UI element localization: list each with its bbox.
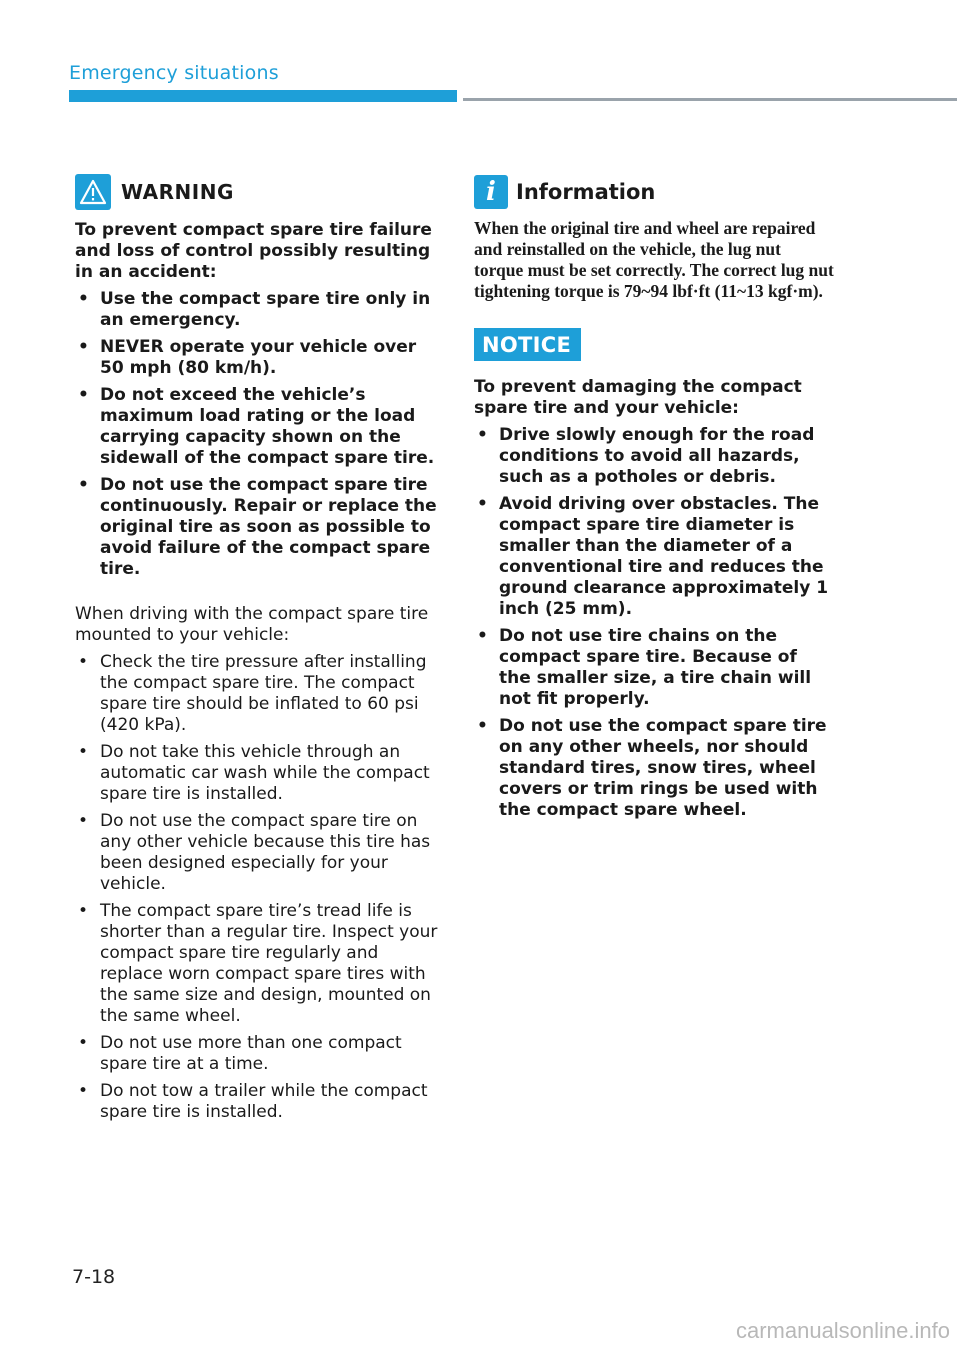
list-item: • Do not use the compact spare tire continuously. Repair or replace the original tire as soon as possible to avoid failure of the compact spare tire. xyxy=(78,475,437,579)
list-item: • Do not use the compact spare tire on any other wheels, nor should standard tires, snow tires, wheel covers or trim rings be used with the compact spare wheel. xyxy=(477,716,827,820)
warning-list xyxy=(75,289,440,580)
list-item: • The compact spare tire’s tread life is shorter than a regular tire. Inspect your compact spare tire regularly and replace worn compact spare tires with the same size and design, mounted on the same wheel. xyxy=(78,901,438,1026)
information-label: Information xyxy=(516,180,656,204)
section-title: Emergency situations xyxy=(69,62,279,84)
list-item: • Check the tire pressure after installing the compact spare tire. The compact spare tire should be inflated to 60 psi (420 kPa). xyxy=(78,652,427,735)
notice-badge: NOTICE xyxy=(474,328,581,361)
list-item: • Do not exceed the vehicle’s maximum load rating or the load carrying capacity shown on the sidewall of the compact spare tire. xyxy=(78,385,435,468)
information-heading xyxy=(474,172,834,212)
notice-intro: To prevent damaging the compact spare tire and your vehicle: xyxy=(474,377,802,418)
list-item: • Avoid driving over obstacles. The compact spare tire diameter is smaller than the diameter of a conventional tire and reduces the ground clearance approximately 1 inch (25 mm). xyxy=(477,494,829,619)
list-item: • Do not tow a trailer while the compact spare tire is installed. xyxy=(78,1081,428,1122)
warning-intro: To prevent compact spare tire failure and loss of control possibly resulting in an accident: xyxy=(75,220,432,282)
list-item: • Do not take this vehicle through an automatic car wash while the compact spare tire is installed. xyxy=(78,742,430,804)
header-rule-blue xyxy=(69,90,457,102)
left-column xyxy=(75,172,440,1129)
driving-section xyxy=(75,604,440,1123)
warning-heading xyxy=(75,172,440,212)
list-item: • Do not use tire chains on the compact spare tire. Because of the smaller size, a tire chain will not fit properly. xyxy=(477,626,812,709)
right-column xyxy=(474,172,834,827)
warning-triangle-icon xyxy=(75,174,111,210)
list-item: • Drive slowly enough for the road conditions to avoid all hazards, such as a potholes or debris. xyxy=(477,425,815,487)
list-item: • Do not use the compact spare tire on any other vehicle because this tire has been designed especially for your vehicle. xyxy=(78,811,431,894)
information-text: When the original tire and wheel are repaired and reinstalled on the vehicle, the lug nut torque must be set correctly. The correct lug nut tightening torque is 79~94 lbf·ft (11~13 kgf·m). xyxy=(474,218,834,301)
page-number: 7-18 xyxy=(72,1266,116,1288)
driving-intro: When driving with the compact spare tire mounted to your vehicle: xyxy=(75,604,429,645)
notice-list xyxy=(474,425,834,821)
header-rule-gray xyxy=(463,98,957,101)
list-item: • NEVER operate your vehicle over 50 mph (80 km/h). xyxy=(78,337,417,378)
warning-label: WARNING xyxy=(121,180,234,204)
list-item: • Use the compact spare tire only in an emergency. xyxy=(78,289,431,330)
watermark-text: carmanualsonline.info xyxy=(735,1318,950,1343)
info-icon: i xyxy=(474,175,508,209)
list-item: • Do not use more than one compact spare tire at a time. xyxy=(78,1033,402,1074)
driving-list xyxy=(75,652,440,1123)
